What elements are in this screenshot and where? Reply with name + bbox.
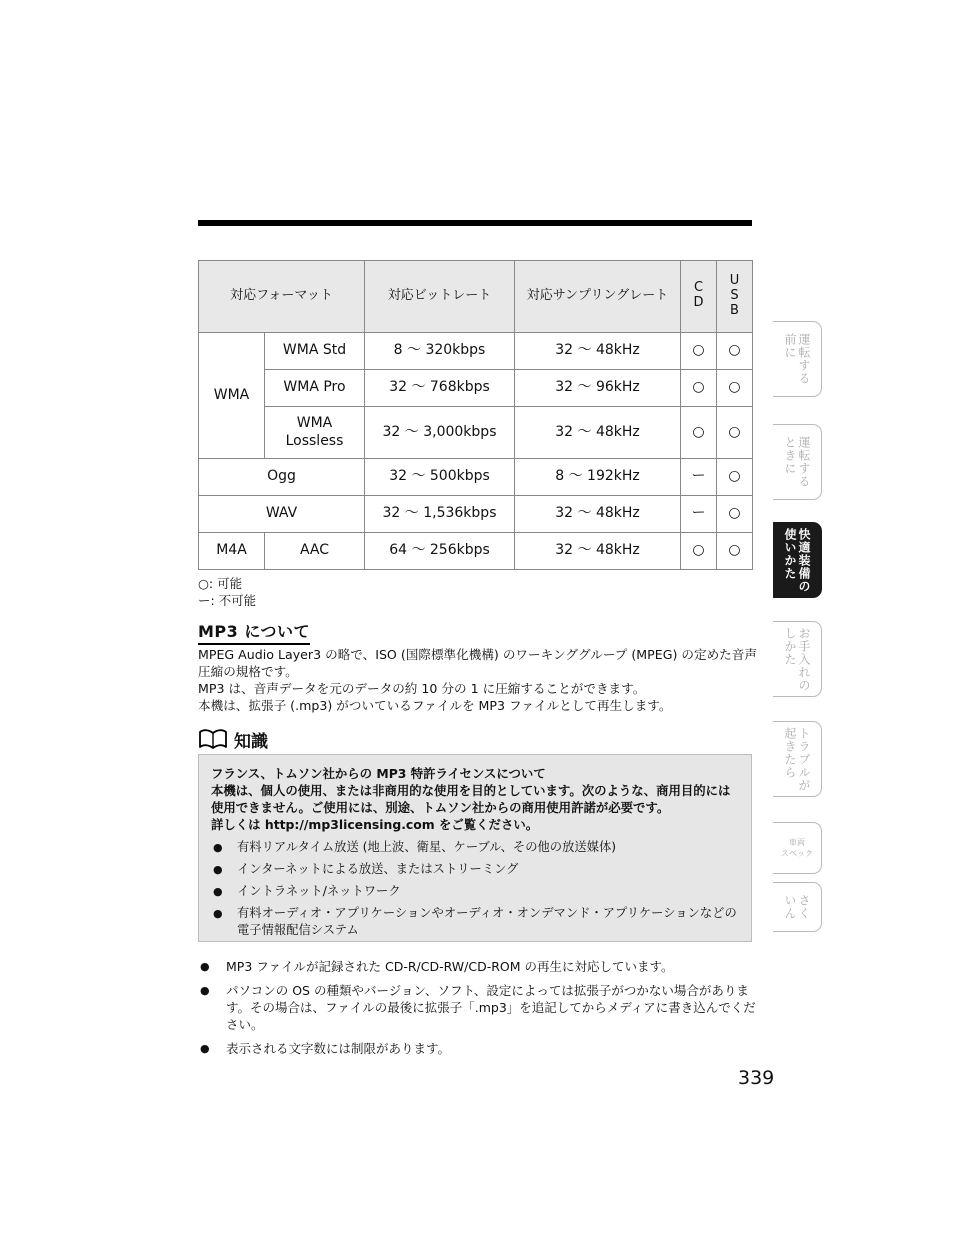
tab-before-driving[interactable] <box>773 321 822 397</box>
header-bitrate: 対応ビットレート <box>365 261 515 333</box>
cd-support-cell: ー <box>681 459 717 496</box>
bitrate-cell: 32 ～ 500kbps <box>365 459 515 496</box>
mp3-line: MP3 は、音声データを元のデータの約 10 分の 1 に圧縮することができます。 <box>198 681 646 696</box>
header-usb: USB <box>717 261 753 333</box>
bitrate-cell: 8 ～ 320kbps <box>365 333 515 370</box>
cd-support-cell: ○ <box>681 370 717 407</box>
sampling-cell: 32 ～ 48kHz <box>515 533 681 570</box>
table-row <box>199 496 753 533</box>
cd-support-cell: ○ <box>681 407 717 459</box>
bullet-icon: ● <box>200 984 210 997</box>
list-item: ● イントラネット/ネットワーク <box>213 884 401 898</box>
sampling-cell: 32 ～ 48kHz <box>515 407 681 459</box>
tab-index[interactable] <box>773 882 822 932</box>
tab-label: 運転する 前に <box>783 333 811 385</box>
bullet-icon: ● <box>213 863 223 876</box>
tab-vehicle-specs[interactable] <box>773 822 822 874</box>
wma-group-cell: WMA <box>199 333 265 459</box>
tab-while-driving[interactable] <box>773 424 822 500</box>
usb-support-cell: ○ <box>717 370 753 407</box>
tab-troubleshooting[interactable] <box>773 721 822 797</box>
knowledge-title: 知識 <box>234 731 268 752</box>
commercial-use-list <box>211 839 739 939</box>
bitrate-cell: 32 ～ 768kbps <box>365 370 515 407</box>
license-line: 本機は、個人の使用、または非商用的な使用を目的としています。次のような、商用目的には使用できません。ご使用には、別途、トムソン社からの商用使用許諾が必要です。 <box>211 783 731 815</box>
knowledge-heading <box>198 726 268 752</box>
table-row <box>199 370 753 407</box>
list-item: ● インターネットによる放送、またはストリーミング <box>213 862 519 876</box>
list-item: ● パソコンの OS の種類やバージョン、ソフト、設定によっては拡張子がつかない場合があります。その場合は、ファイルの最後に拡張子「.mp3」を追記してからメディアに書き込んでください。 <box>200 983 756 1032</box>
sampling-cell: 32 ～ 48kHz <box>515 496 681 533</box>
usb-support-cell: ○ <box>717 459 753 496</box>
list-item: ● 表示される文字数には制限があります。 <box>200 1041 451 1056</box>
bullet-icon: ● <box>213 885 223 898</box>
codec-cell: WMA Lossless <box>265 407 365 459</box>
bullet-icon: ● <box>213 841 223 854</box>
mp3-description <box>198 646 758 714</box>
knowledge-box <box>198 754 752 942</box>
header-format: 対応フォーマット <box>199 261 365 333</box>
open-book-icon <box>198 727 228 751</box>
cd-support-cell: ○ <box>681 333 717 370</box>
bullet-icon: ● <box>200 960 210 973</box>
list-item: ● 有料オーディオ・アプリケーションやオーディオ・オンデマンド・アプリケーションなどの電子情報配信システム <box>213 906 737 937</box>
format-table <box>198 260 753 570</box>
license-notice <box>211 765 739 833</box>
tab-label: さく いん <box>783 894 811 920</box>
codec-cell: WMA Std <box>265 333 365 370</box>
mp3-line: MPEG Audio Layer3 の略で、ISO (国際標準化機構) のワーキンググループ (MPEG) の定めた音声圧縮の規格です。 <box>198 647 757 679</box>
table-legend <box>198 575 256 609</box>
table-row <box>199 459 753 496</box>
legend-possible: ○: 可能 <box>198 576 243 591</box>
table-row <box>199 533 753 570</box>
legend-impossible: ー: 不可能 <box>198 593 257 608</box>
license-line: フランス、トムソン社からの MP3 特許ライセンスについて <box>211 766 546 781</box>
tab-maintenance[interactable] <box>773 621 822 697</box>
format-cell: M4A <box>199 533 265 570</box>
bitrate-cell: 32 ～ 1,536kbps <box>365 496 515 533</box>
tab-comfort-equipment[interactable] <box>773 522 822 598</box>
usb-support-cell: ○ <box>717 533 753 570</box>
tab-label: トラブルが 起きたら <box>783 726 811 792</box>
codec-cell: AAC <box>265 533 365 570</box>
sampling-cell: 32 ～ 96kHz <box>515 370 681 407</box>
mp3-section-title: MP3 について <box>198 619 310 645</box>
usb-support-cell: ○ <box>717 407 753 459</box>
license-line: 詳しくは http://mp3licensing.com をご覧ください。 <box>211 817 539 832</box>
tab-label: 運転する ときに <box>783 436 811 488</box>
bitrate-cell: 32 ～ 3,000kbps <box>365 407 515 459</box>
table-row <box>199 333 753 370</box>
bullet-icon: ● <box>200 1042 210 1055</box>
list-item: ● 有料リアルタイム放送 (地上波、衛星、ケーブル、その他の放送媒体) <box>213 840 617 854</box>
bullet-icon: ● <box>213 907 223 920</box>
cd-support-cell: ○ <box>681 533 717 570</box>
sampling-cell: 32 ～ 48kHz <box>515 333 681 370</box>
header-sampling: 対応サンプリングレート <box>515 261 681 333</box>
header-cd: CD <box>681 261 717 333</box>
table-header-row <box>199 261 753 333</box>
list-item: ● MP3 ファイルが記録された CD-R/CD-RW/CD-ROM の再生に対応しています。 <box>200 959 674 974</box>
sampling-cell: 8 ～ 192kHz <box>515 459 681 496</box>
mp3-line: 本機は、拡張子 (.mp3) がついているファイルを MP3 ファイルとして再生します。 <box>198 698 672 713</box>
table-row <box>199 407 753 459</box>
tab-label: 快適装備の 使いかた <box>783 527 811 593</box>
top-rule <box>198 220 752 226</box>
codec-cell: WMA Pro <box>265 370 365 407</box>
tab-label: 車両 スペック <box>781 838 813 858</box>
bitrate-cell: 64 ～ 256kbps <box>365 533 515 570</box>
page-number: 339 <box>738 1067 775 1089</box>
usb-support-cell: ○ <box>717 496 753 533</box>
notes-list <box>198 958 758 1064</box>
tab-label: お手入れの しかた <box>783 626 811 692</box>
cd-support-cell: ー <box>681 496 717 533</box>
usb-support-cell: ○ <box>717 333 753 370</box>
format-cell: WAV <box>199 496 365 533</box>
format-cell: Ogg <box>199 459 365 496</box>
